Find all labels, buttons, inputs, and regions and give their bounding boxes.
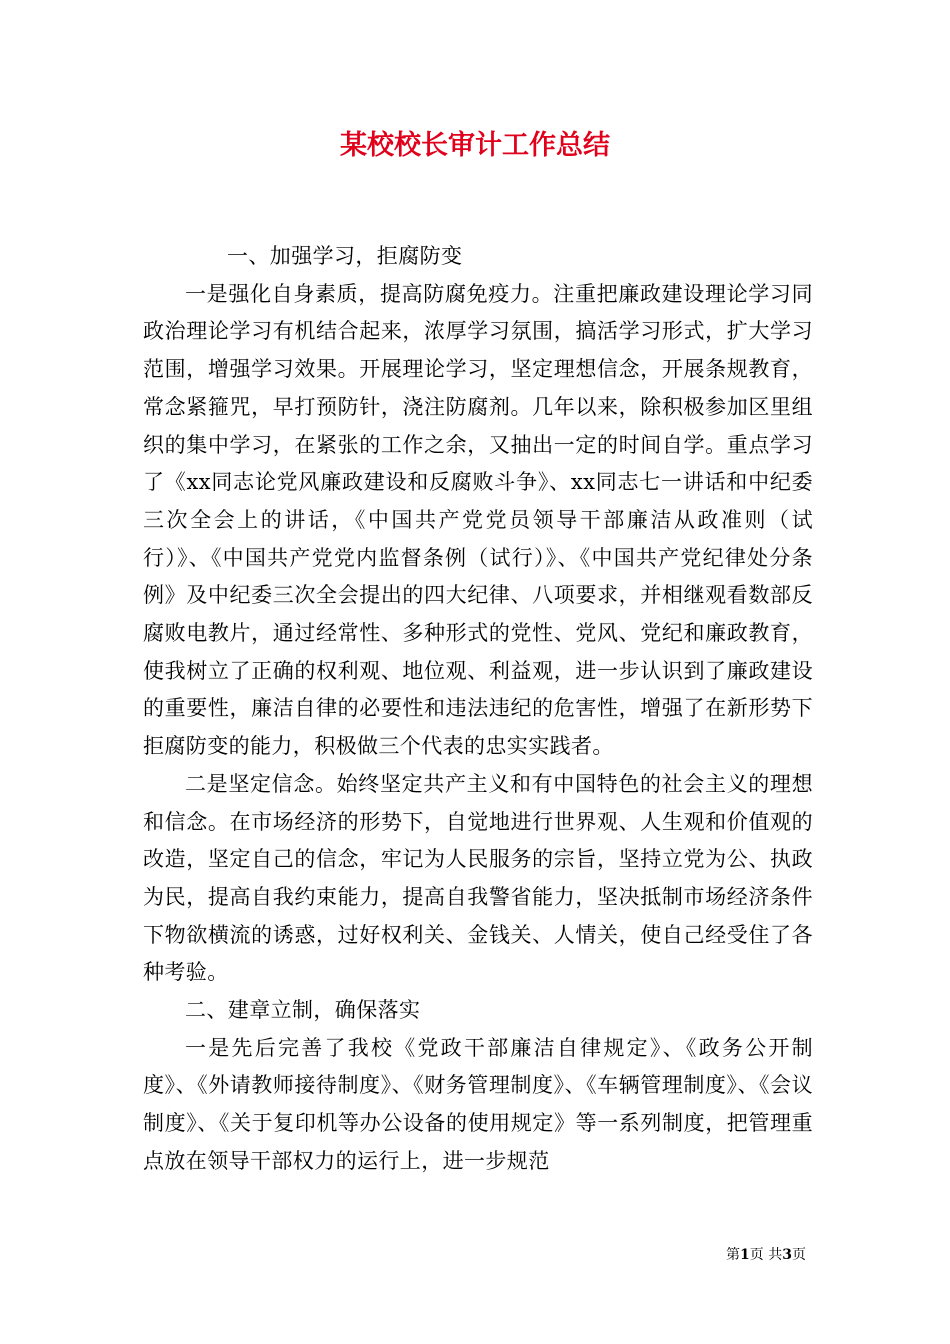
current-page-number: 1: [740, 1247, 750, 1263]
page-number-footer: [726, 1245, 806, 1265]
document-body: [143, 238, 813, 1181]
footer-prefix: 第: [726, 1247, 741, 1263]
section-heading-2: 二、建章立制，确保落实: [185, 998, 421, 1023]
total-pages-number: 3: [782, 1247, 792, 1263]
paragraph-1-2: 二是坚定信念。始终坚定共产主义和有中国特色的社会主义的理想和信念。在市场经济的形势下，自觉地进行世界观、人生观和价值观的改造，坚定自己的信念，牢记为人民服务的宗旨，坚持立党为公、执政为民，提高自我约束能力，提高自我警省能力，坚决抵制市场经济条件下物欲横流的诱惑，过好权利关、金钱关、人情关，使自己经受住了各种考验。: [143, 771, 813, 985]
paragraph-1-1: 一是强化自身素质，提高防腐免疫力。注重把廉政建设理论学习同政治理论学习有机结合起来，浓厚学习氛围，搞活学习形式，扩大学习范围，增强学习效果。开展理论学习，坚定理想信念，开展条规教育，常念紧箍咒，早打预防针，浇注防腐剂。几年以来，除积极参加区里组织的集中学习，在紧张的工作之余，又抽出一定的时间自学。重点学习了《xx同志论党风廉政建设和反腐败斗争》、xx同志七一讲话和中纪委三次全会上的讲话，《中国共产党党员领导干部廉洁从政准则（试行）》、《中国共产党党内监督条例（试行）》、《中国共产党纪律处分条例》及中纪委三次全会提出的四大纪律、八项要求，并相继观看数部反腐败电教片，通过经常性、多种形式的党性、党风、党纪和廉政教育，使我树立了正确的权利观、地位观、利益观，进一步认识到了廉政建设的重要性，廉洁自律的必要性和违法违纪的危害性，增强了在新形势下拒腐防变的能力，积极做三个代表的忠实实践者。: [143, 281, 813, 759]
document-title: 某校校长审计工作总结: [340, 130, 610, 161]
section-heading-1: 一、加强学习，拒腐防变: [227, 244, 463, 268]
footer-middle: 页 共: [749, 1247, 783, 1263]
footer-suffix: 页: [792, 1247, 806, 1263]
paragraph-2-1: 一是先后完善了我校《党政干部廉洁自律规定》、《政务公开制度》、《外请教师接待制度》、《财务管理制度》、《车辆管理制度》、《会议制度》、《关于复印机等办公设备的使用规定》等一系列制度，把管理重点放在领导干部权力的运行上，进一步规范: [143, 1035, 813, 1173]
